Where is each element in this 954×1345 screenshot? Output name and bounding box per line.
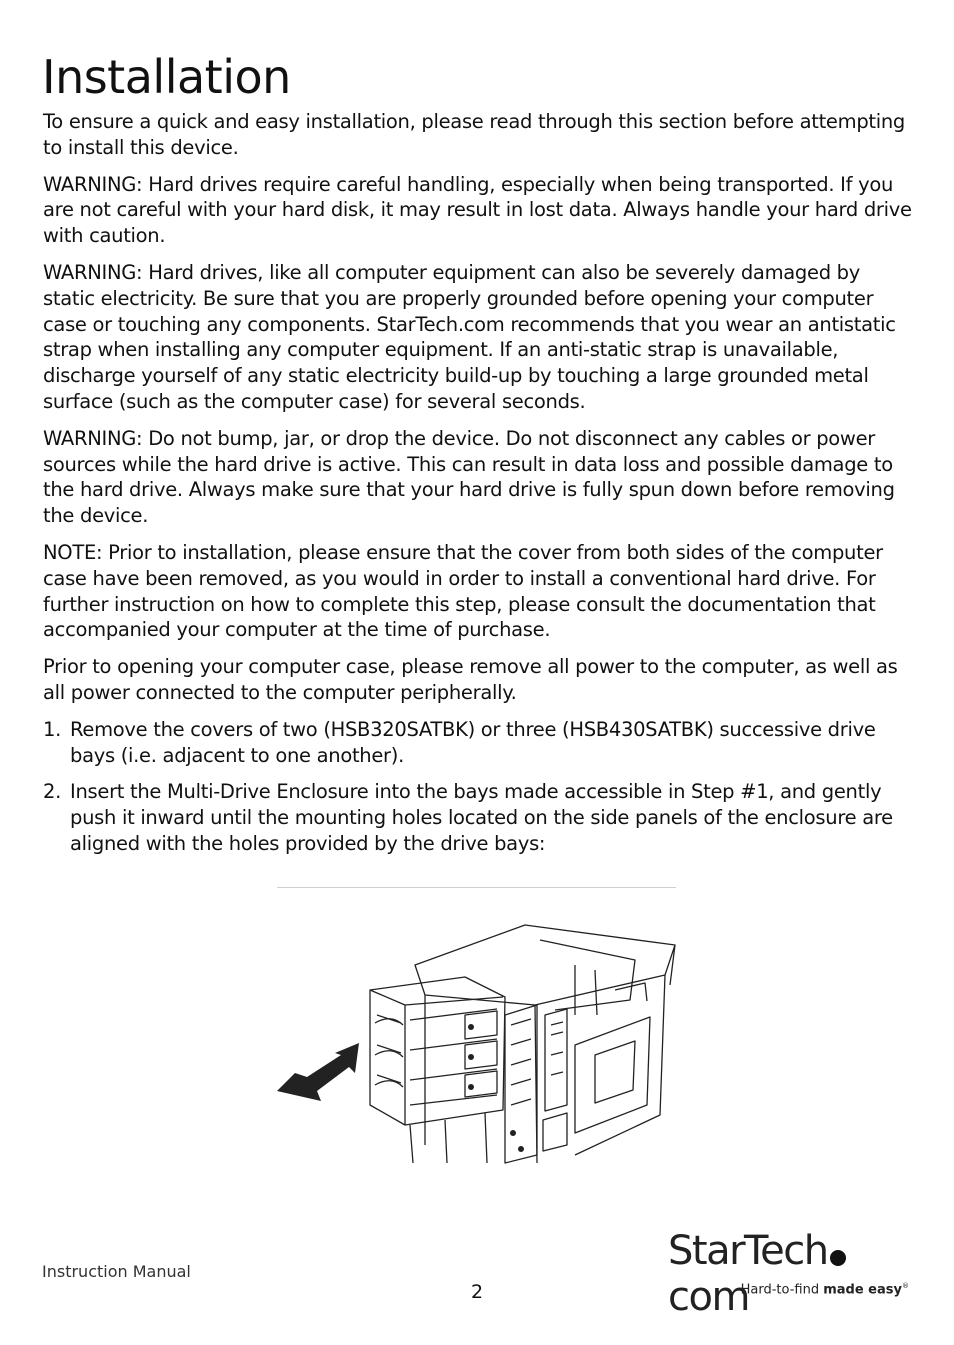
registered-mark: ® xyxy=(902,1282,909,1290)
logo-name: StarTech xyxy=(668,1228,828,1274)
warning-handling-paragraph: WARNING: Hard drives require careful handling, especially when being transported. If you are not careful with your hard disk, it may result in lost data. Always handle your hard drive with caution. xyxy=(43,172,912,248)
intro-paragraph: To ensure a quick and easy installation, please read through this section before attempting to install this device. xyxy=(43,110,905,159)
note-paragraph: NOTE: Prior to installation, please ensure that the cover from both sides of the computer case have been removed, as you would in order to install a conventional hard drive. For further instruction on how to complete this step, please consult the documentation that accompanied your computer at the time of purchase. xyxy=(43,540,883,642)
enclosure-installation-illustration xyxy=(275,905,680,1167)
footer-label: Instruction Manual xyxy=(42,1262,191,1281)
step-text: Remove the covers of two (HSB320SATBK) or three (HSB430SATBK) successive drive bays (i.e. adjacent to one another). xyxy=(70,717,876,767)
power-paragraph: Prior to opening your computer case, please remove all power to the computer, as well as all power connected to the computer peripherally. xyxy=(43,655,898,704)
step-number: 1. xyxy=(43,717,62,741)
logo-wordmark xyxy=(668,1228,913,1320)
step-number: 2. xyxy=(43,780,62,804)
body-text xyxy=(43,109,915,868)
step-2 xyxy=(43,779,915,856)
step-1 xyxy=(43,717,915,769)
page-title: Installation xyxy=(42,50,291,104)
startech-logo xyxy=(668,1228,913,1320)
figure-divider xyxy=(277,887,676,888)
page-number: 2 xyxy=(470,1281,484,1303)
logo-domain: com xyxy=(668,1274,749,1320)
warning-bump-paragraph: WARNING: Do not bump, jar, or drop the device. Do not disconnect any cables or power sources while the hard drive is active. This can result in data loss and possible damage to the hard drive. Always make sure that your hard drive is fully spun down before removing the device. xyxy=(43,426,895,528)
logo-dot-icon xyxy=(830,1250,846,1266)
step-text: Insert the Multi-Drive Enclosure into the bays made accessible in Step #1, and gently push it inward until the mounting holes located on the side panels of the enclosure are aligned with the holes provided by the drive bays: xyxy=(70,780,893,855)
warning-static-paragraph: WARNING: Hard drives, like all computer equipment can also be severely damaged by static electricity. Be sure that you are properly grounded before opening your computer case or touching any components. StarTech.com recommends that you wear an antistatic strap when installing any computer equipment. If an anti-static strap is unavailable, discharge yourself of any static electricity build-up by touching a large grounded metal surface (such as the computer case) for several seconds. xyxy=(43,260,896,413)
tagline-regular: Hard-to-find xyxy=(740,1282,824,1298)
tagline-bold: made easy xyxy=(823,1282,902,1298)
logo-tagline xyxy=(741,1282,909,1297)
